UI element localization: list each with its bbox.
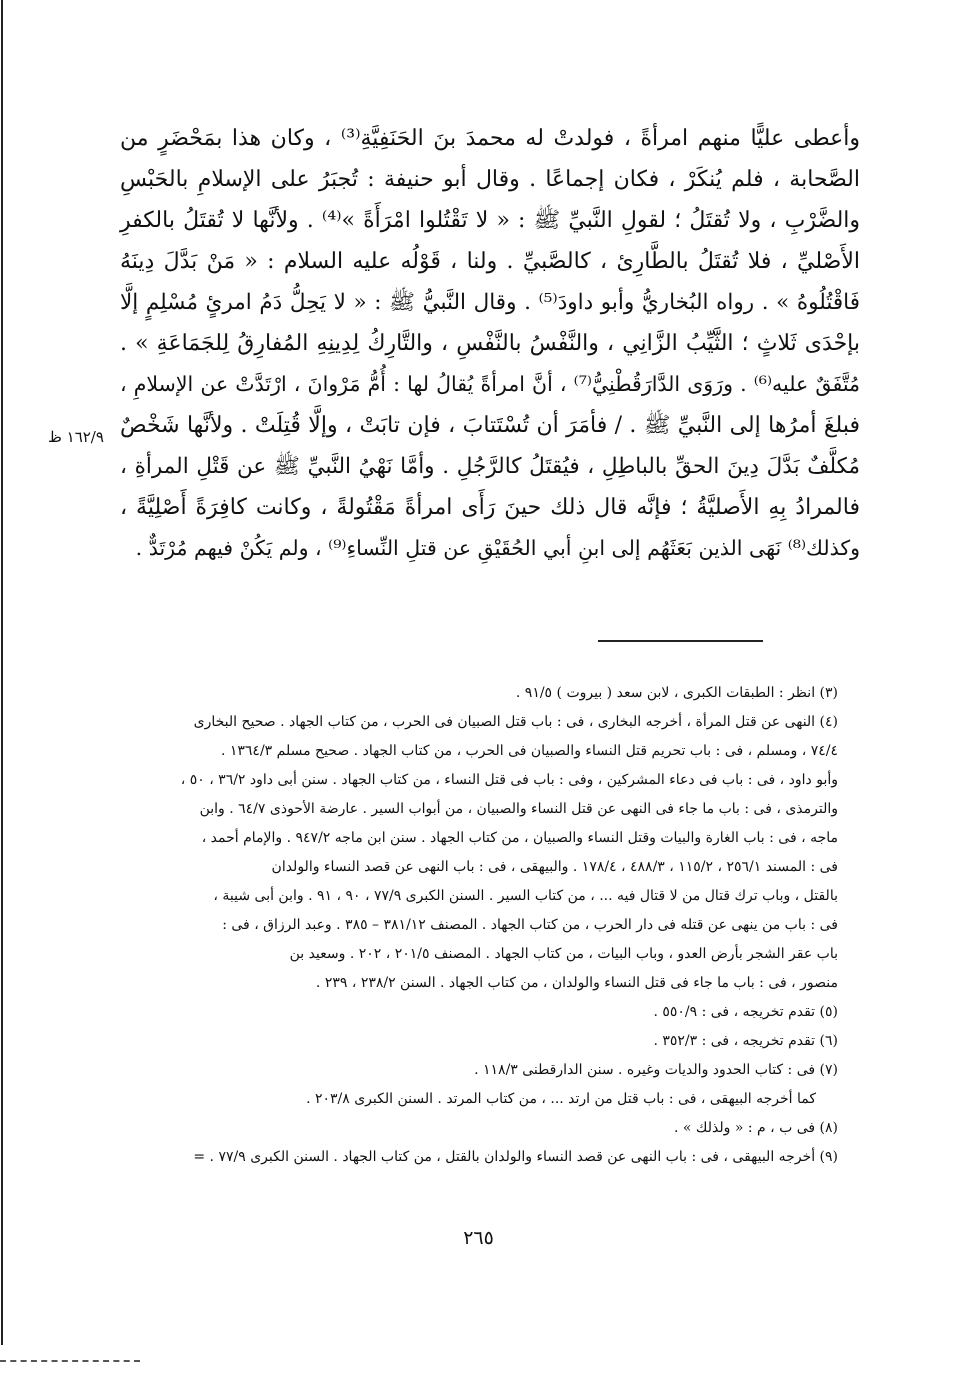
footnote-line: وأبو داود ، فى : باب فى دعاء المشركين ، وفى : باب فى قتل النساء ، من كتاب الجهاد . سنن أبى داود ٣٦/٢ ، ٥٠ ، xyxy=(180,772,838,788)
main-text-line: مُكلَّفٌ بَدَّلَ دِينَ الحقِّ بالباطِلِ ، فيُقتَلُ كالرَّجُلِ . وأمَّا نَهْيُ النَّبيِّ ﷺ عن قَتْلِ المرأةِ ، xyxy=(120,454,860,479)
main-text-line: بإحْدَى ثَلاثٍ ؛ الثَّيِّبُ الزَّانِي ، والنَّفْسُ بالنَّفْسِ ، والتَّارِكُ لِدِينِهِ المُفارِقُ لِلجَمَاعَةِ » . xyxy=(120,331,860,356)
footnote-line: (٨) فى ب ، م : « ولذلك » . xyxy=(674,1120,838,1136)
page-number: ٢٦٥ xyxy=(463,1227,494,1249)
main-text-line: والضَّرْبِ ، ولا تُقتَلُ ؛ لقولِ النَّبيِّ ﷺ : « لا تَقْتُلوا امْرَأَةً »⁽⁴⁾ . ولأنَّها لا تُقتَلُ بالكفرِ xyxy=(120,208,861,233)
footnote-line: باب عقر الشجر بأرض العدو ، وباب البيات ، من كتاب الجهاد . المصنف ٢٠١/٥ ، ٢٠٢ . وسعيد بن xyxy=(289,946,838,962)
footnote-separator xyxy=(598,640,763,642)
main-text-line: الصَّحابة ، فلم يُنكَرْ ، فكان إجماعًا . وقال أبو حنيفة : تُجبَرُ على الإسلامِ بالحَبْسِ xyxy=(120,167,860,192)
footnote-line: والترمذى ، فى : باب ما جاء فى النهى عن قتل النساء والصبيان ، من أبواب السير . عارضة الأحوذى ٦٤/٧ . وابن xyxy=(199,801,838,817)
footnote-line: بالقتل ، وباب ترك قتال من لا قتال فيه ... ، من كتاب السير . السنن الكبرى ٧٧/٩ ، ٩٠ ، ٩١ . وابن أبى شيبة ، xyxy=(213,888,838,904)
footnote-line: ماجه ، فى : باب الغارة والبيات وقتل النساء والصبيان ، من كتاب الجهاد . سنن ابن ماجه ٩٤٧/٢ . والإمام أحمد ، xyxy=(201,830,838,846)
footnote-line: (٣) انظر : الطبقات الكبرى ، لابن سعد ( بيروت ) ٩١/٥ . xyxy=(515,685,838,701)
footnotes-block xyxy=(120,679,838,1172)
footnote-line: (٧) فى : كتاب الحدود والديات وغيره . سنن الدارقطنى ١١٨/٣ . xyxy=(474,1062,838,1078)
main-text-block xyxy=(120,118,860,569)
footnote-line: (٥) تقدم تخريجه ، فى : ٥٥٠/٩ . xyxy=(653,1004,838,1020)
main-text-line: الأَصْليِّ ، فلا تُقتَلُ بالطَّارِئ ، كالصَّبيِّ . ولنا ، قَوْلُه عليه السلام : « مَنْ بَدَّلَ دِينَهُ xyxy=(120,249,860,274)
footnote-line: ٧٤/٤ ، ومسلم ، فى : باب تحريم قتل النساء والصبيان فى الحرب ، من كتاب الجهاد . صحيح مسلم ١٣٦٤/٣ . xyxy=(220,743,838,759)
footnote-line: فى : باب من ينهى عن قتله فى دار الحرب ، من كتاب الجهاد . المصنف ٣٨١/١٢ – ٣٨٥ . وعبد الرزاق ، فى : xyxy=(222,917,838,933)
footnote-line: (٦) تقدم تخريجه ، فى : ٣٥٢/٣ . xyxy=(653,1033,838,1049)
main-text-line: فَاقْتُلُوهُ » . رواه البُخاريُّ وأبو داودَ⁽⁵⁾ . وقال النَّبيُّ ﷺ : « لا يَحِلُّ دَمُ امرئٍ مُسْلِمٍ إلَّا xyxy=(120,290,860,315)
footnote-line: منصور ، فى : باب ما جاء فى قتل النساء والولدان ، من كتاب الجهاد . السنن ٢٣٨/٢ ، ٢٣٩ . xyxy=(315,975,838,991)
footnote-line: (٩) أخرجه البيهقى ، فى : باب النهى عن قصد النساء والولدان بالقتل ، من كتاب الجهاد . السنن الكبرى ٧٧/٩ . = xyxy=(193,1149,838,1165)
footnote-line: فى : المسند ٢٥٦/١ ، ١١٥/٢ ، ٤٨٨/٣ ، ١٧٨/٤ . والبيهقى ، فى : باب النهى عن قصد النساء والولدان xyxy=(271,859,838,875)
bottom-dashed-line xyxy=(0,1360,140,1362)
main-text-line: وأعطى عليًّا منهم امرأةً ، فولدتْ له محمدَ بنَ الحَنَفِيَّةِ⁽³⁾ ، وكان هذا بمَحْضَرٍ من xyxy=(120,126,860,151)
margin-folio-note: ١٦٢/٩ ظ xyxy=(48,428,104,446)
footnote-line: كما أخرجه البيهقى ، فى : باب قتل من ارتد ... ، من كتاب المرتد . السنن الكبرى ٢٠٣/٨ . xyxy=(306,1091,816,1107)
main-text-line: فبلغَ أمرُها إلى النَّبيِّ ﷺ . / فأمَرَ أن تُسْتَتابَ ، فإن تابَتْ ، وإلَّا قُتِلَتْ . ولأنَّها شَخْصٌ xyxy=(120,413,860,438)
main-text-line: فالمرادُ بِهِ الأَصليَّةُ ؛ فإنَّه قال ذلك حينَ رَأَى امرأةً مَقْتُولةً ، وكانت كافِرَةً أَصْلِيَّةً ، xyxy=(120,495,860,520)
main-text-line: وكذلك⁽⁸⁾ نَهَى الذين بَعَثَهُم إلى ابنِ أبي الحُقَيْقِ عن قتلِ النِّساءِ⁽⁹⁾ ، ولم يَكُنْ فيهم مُرْتَدٌّ . xyxy=(135,536,860,560)
main-text-line: مُتَّفَقٌ عليه⁽⁶⁾ . ورَوَى الدَّارَقُطْنِيُّ⁽⁷⁾ ، أنَّ امرأةً يُقالُ لها : أُمُّ مَرْوانَ ، ارْتَدَّتْ عن الإسلامِ ، xyxy=(120,372,860,396)
page-edge-line xyxy=(1,0,3,1345)
footnote-line: (٤) النهى عن قتل المرأة ، أخرجه البخارى ، فى : باب قتل الصبيان فى الحرب ، من كتاب الجهاد . صحيح البخارى xyxy=(193,714,838,730)
